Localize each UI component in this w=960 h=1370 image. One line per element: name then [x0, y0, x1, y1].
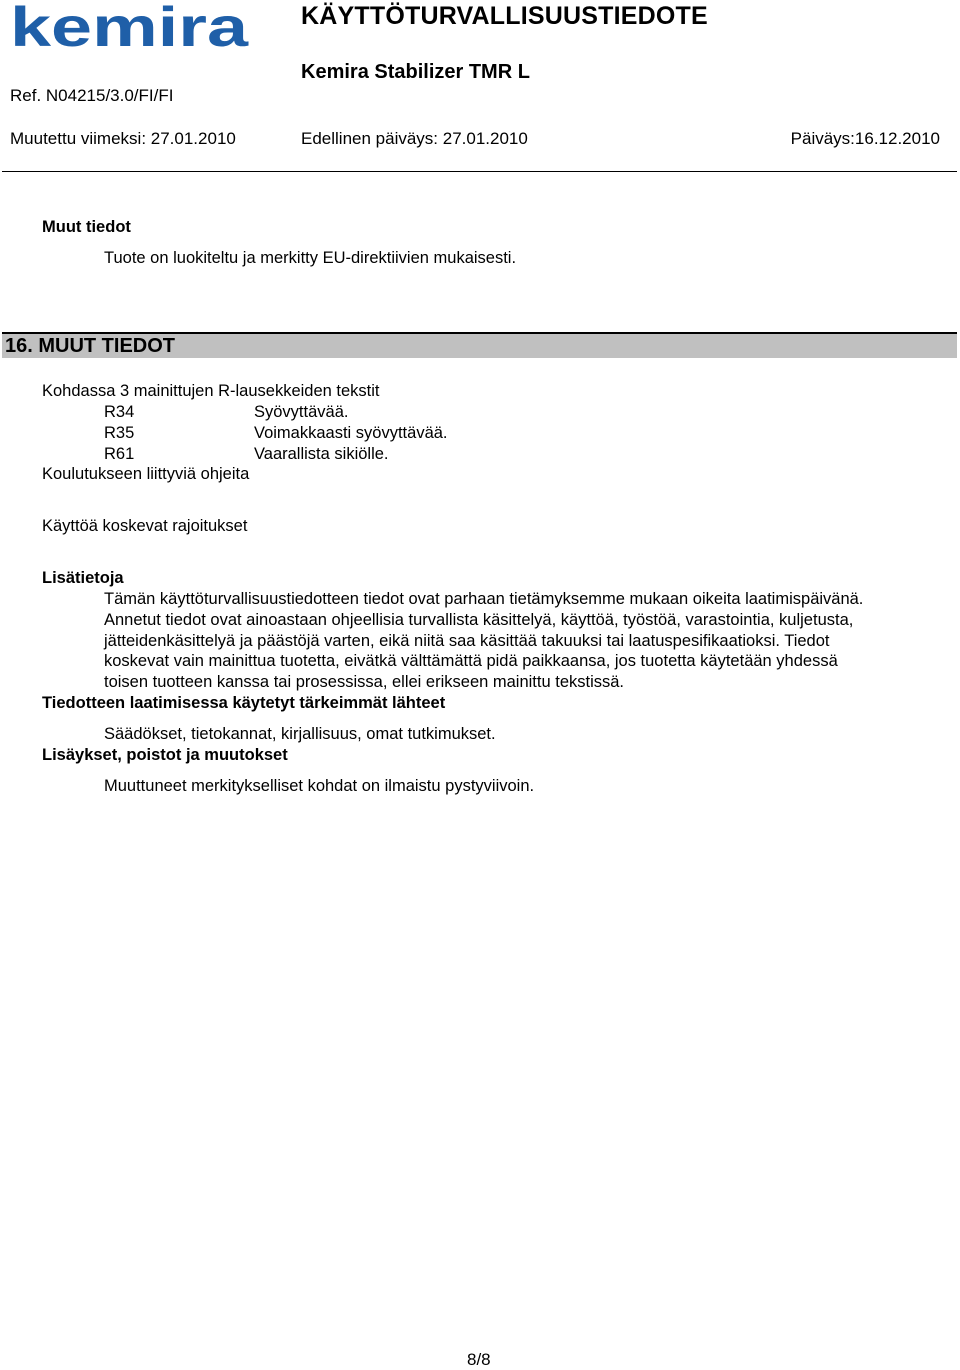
extra-info-heading: Lisätietoja	[42, 569, 124, 587]
reference-number: Ref. N04215/3.0/FI/FI	[10, 86, 174, 105]
changes-text: Muuttuneet merkitykselliset kohdat on ilmaistu pystyviivoin.	[104, 777, 535, 795]
restrictions-heading: Käyttöä koskevat rajoitukset	[42, 517, 248, 535]
header-divider	[2, 171, 957, 172]
r-phrases-heading: Kohdassa 3 mainittujen R-lausekkeiden tekstit	[42, 382, 380, 400]
r-phrase-text: Voimakkaasti syövyttävää.	[254, 424, 448, 442]
extra-info-line: jätteidenkäsittelyä ja päästöjä varten, eikä niitä saa käsittää takuuksi tai laatuspesifikaatioksi. Tiedot	[104, 632, 830, 650]
section-title: 16. MUUT TIEDOT	[5, 335, 176, 357]
changes-heading: Lisäykset, poistot ja muutokset	[42, 746, 288, 764]
r-phrase-text: Syövyttävää.	[254, 403, 349, 421]
document-title: KÄYTTÖTURVALLISUUSTIEDOTE	[301, 2, 708, 30]
product-name: Kemira Stabilizer TMR L	[301, 61, 530, 83]
extra-info-line: toisen tuotteen kanssa tai prosessissa, ellei erikseen mainittu tekstissä.	[104, 673, 625, 691]
svg-text:kemira: kemira	[10, 4, 250, 52]
page-number: 8/8	[467, 1350, 491, 1369]
other-info-text: Tuote on luokiteltu ja merkitty EU-direktiivien mukaisesti.	[104, 249, 517, 267]
r-phrase-code: R61	[104, 445, 135, 463]
training-heading: Koulutukseen liittyviä ohjeita	[42, 465, 250, 483]
sources-heading: Tiedotteen laatimisessa käytetyt tärkeimmät lähteet	[42, 694, 446, 712]
extra-info-line: koskevat vain mainittua tuotetta, eivätkä välttämättä pidä paikkaansa, jos tuotetta käytetään yhdessä	[104, 652, 838, 670]
sources-text: Säädökset, tietokannat, kirjallisuus, omat tutkimukset.	[104, 725, 496, 743]
modified-date: Muutettu viimeksi: 27.01.2010	[10, 129, 236, 148]
r-phrase-code: R35	[104, 424, 135, 442]
r-phrase-text: Vaarallista sikiölle.	[254, 445, 389, 463]
other-info-heading: Muut tiedot	[42, 218, 131, 236]
extra-info-line: Annetut tiedot ovat ainoastaan ohjeellisia turvallista käsittelyä, käyttöä, työstöä, varastointia, kuljetusta,	[104, 611, 854, 629]
extra-info-line: Tämän käyttöturvallisuustiedotteen tiedot ovat parhaan tietämyksemme mukaan oikeita laatimispäivänä.	[104, 590, 864, 608]
r-phrase-code: R34	[104, 403, 135, 421]
previous-date: Edellinen päiväys: 27.01.2010	[301, 129, 528, 148]
issue-date: Päiväys:16.12.2010	[790, 129, 940, 148]
kemira-logo	[10, 4, 250, 52]
